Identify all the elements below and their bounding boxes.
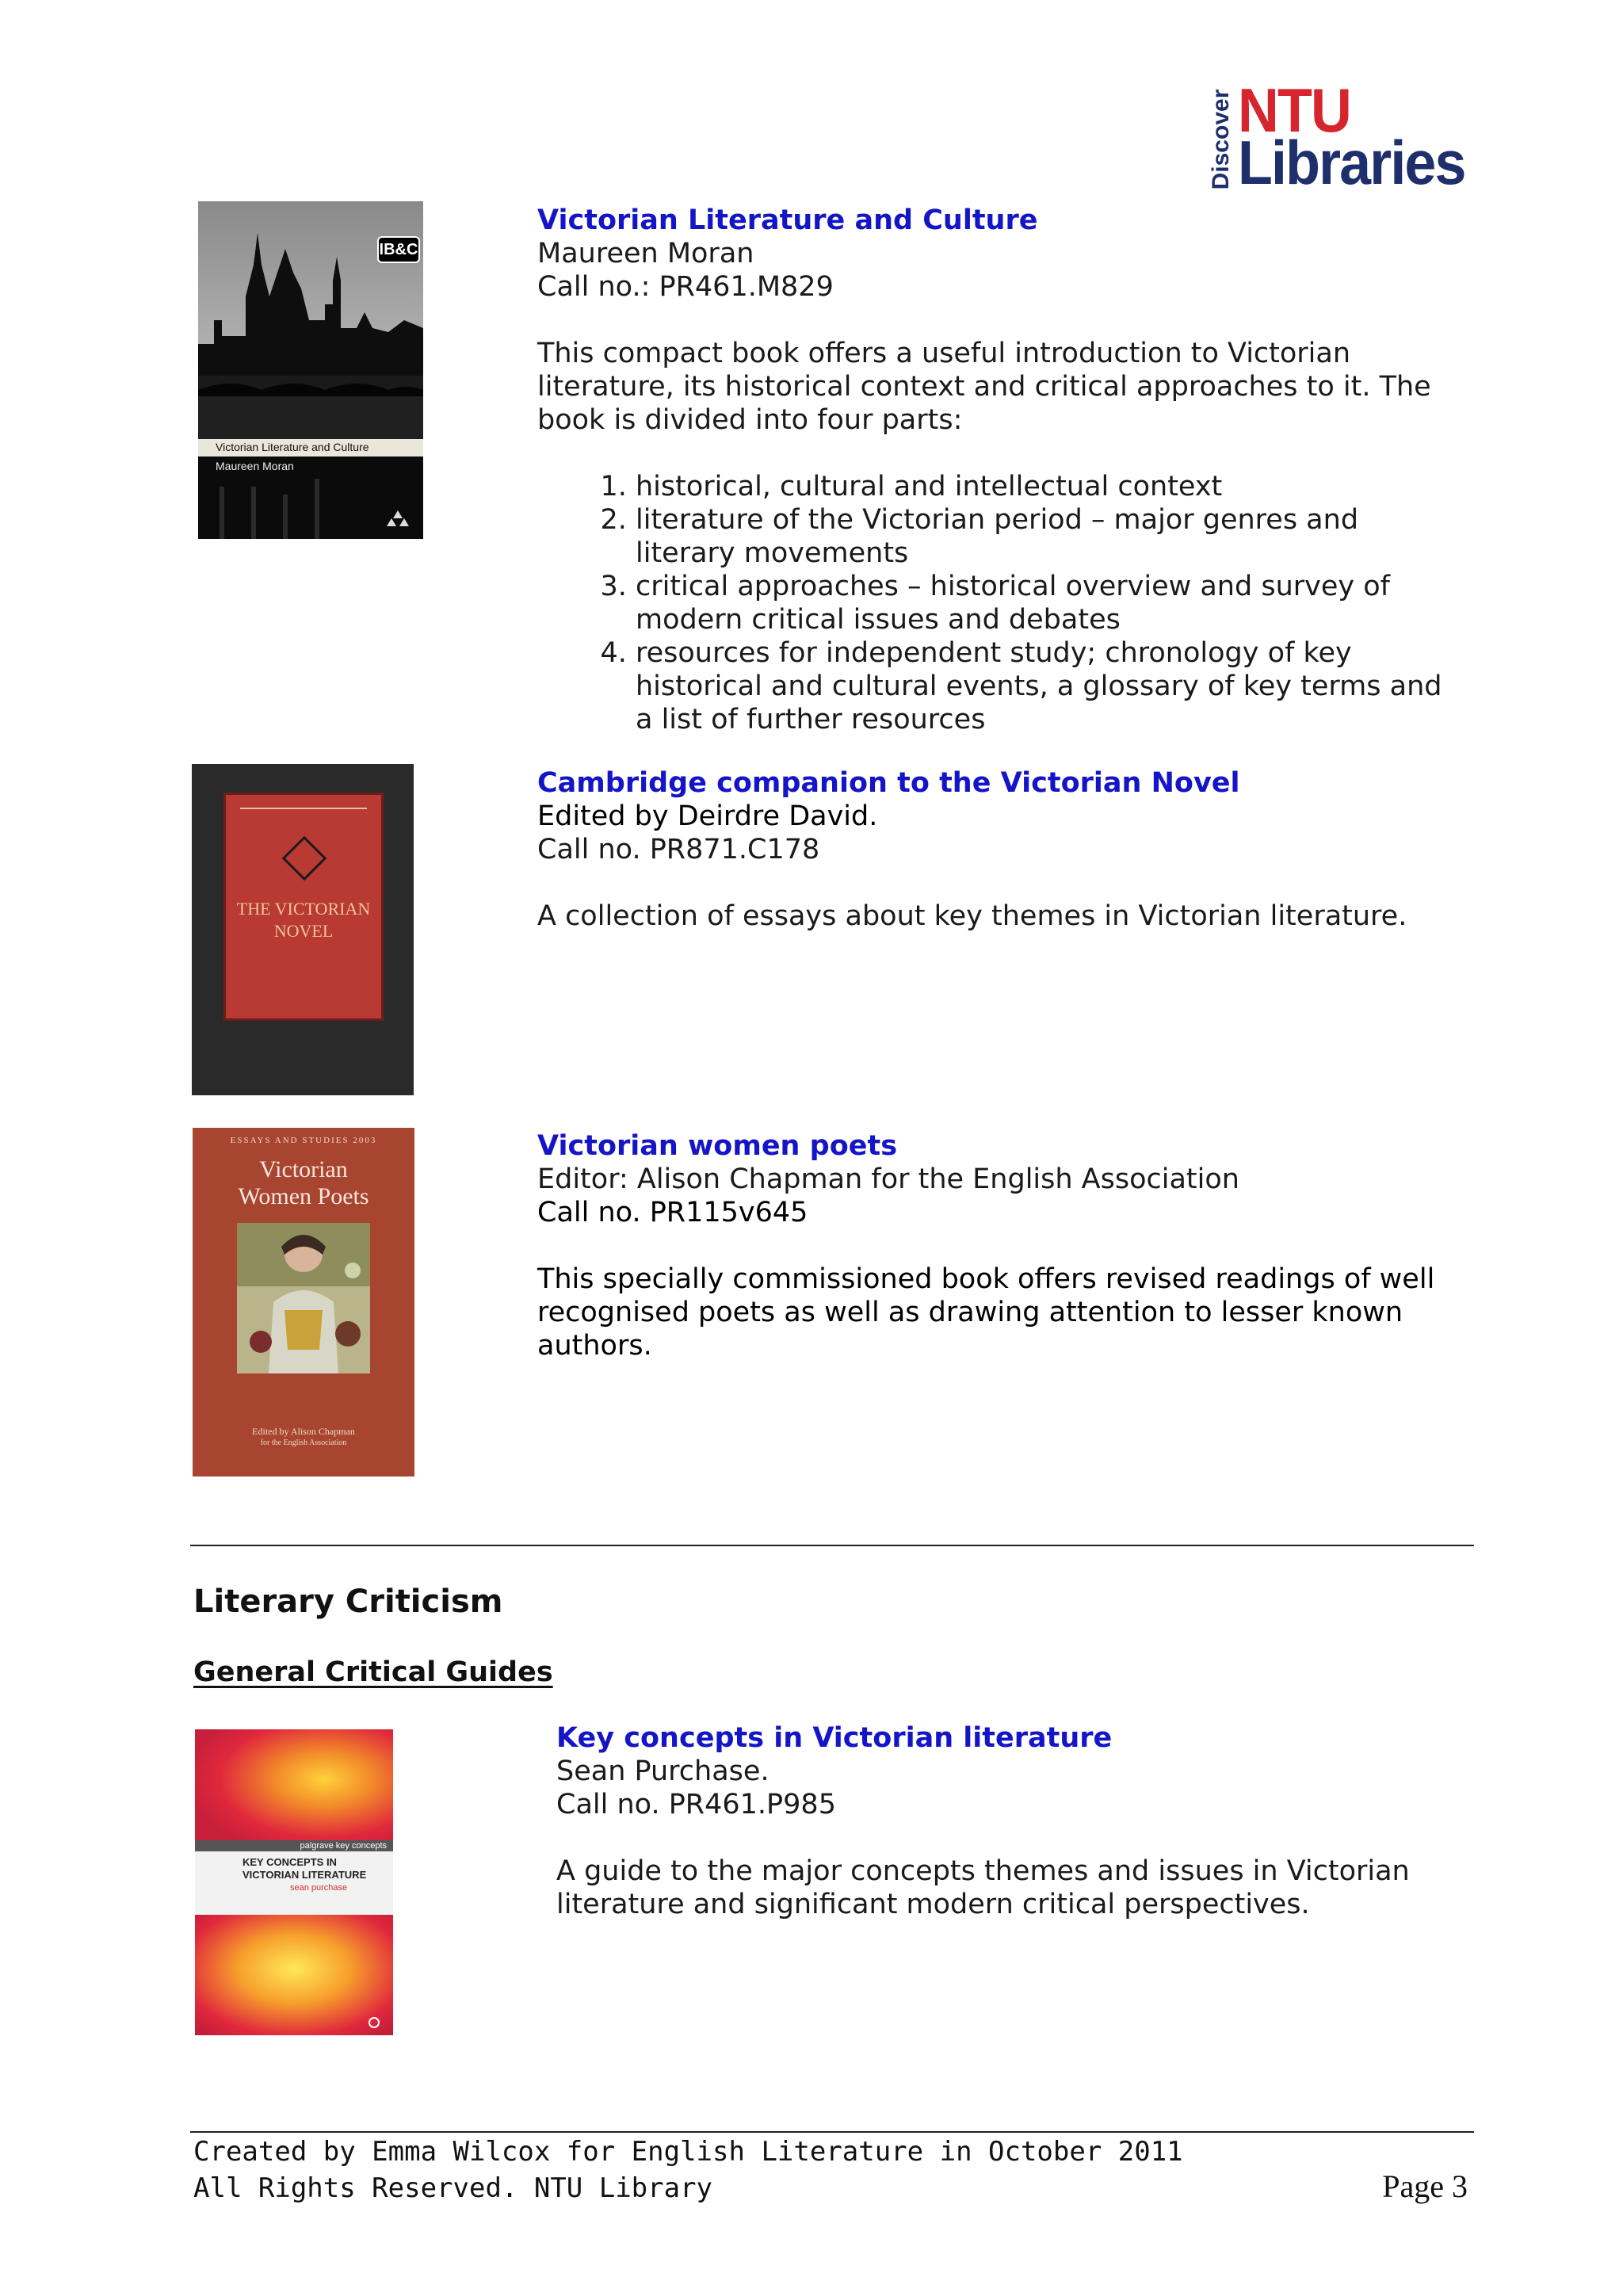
book-cover-key-concepts bbox=[195, 1729, 393, 2035]
logo-libraries-text: Libraries bbox=[1238, 128, 1465, 197]
book-title: Key concepts in Victorian literature bbox=[556, 1722, 1113, 1754]
book-editor: Editor: Alison Chapman for the English Association bbox=[537, 1163, 1239, 1195]
book-call-number: Call no. PR115v645 bbox=[537, 1197, 808, 1228]
cover-editor-line2: for the English Association bbox=[260, 1438, 347, 1447]
diamond-ornament-icon bbox=[282, 836, 327, 881]
cover-title-line2: Women Poets bbox=[238, 1183, 369, 1209]
book-entry-1 bbox=[537, 204, 1449, 736]
book-parts-list bbox=[537, 470, 1449, 736]
book-title: Victorian Literature and Culture bbox=[537, 204, 1038, 236]
book-title: Cambridge companion to the Victorian Novel bbox=[537, 767, 1240, 799]
cover-portrait bbox=[237, 1223, 370, 1373]
book-call-number: Call no. PR871.C178 bbox=[537, 834, 820, 865]
cover-author: sean purchase bbox=[290, 1883, 348, 1893]
cover-editor-line1: Edited by Alison Chapman bbox=[252, 1426, 355, 1437]
footer-rights: All Rights Reserved. NTU Library bbox=[193, 2172, 713, 2204]
cover-title-line1: Victorian bbox=[259, 1156, 348, 1182]
book-author: Sean Purchase. bbox=[556, 1755, 769, 1787]
book-cover-victorian-literature-culture bbox=[198, 201, 423, 539]
book-author: Maureen Moran bbox=[537, 238, 754, 269]
cover-title-line1: KEY CONCEPTS IN bbox=[242, 1856, 337, 1868]
book-entry-4 bbox=[556, 1721, 1452, 1921]
book-editor: Edited by Deirdre David. bbox=[537, 800, 878, 832]
cover-title: THE VICTORIAN NOVEL bbox=[236, 899, 371, 941]
section-divider bbox=[190, 1545, 1474, 1546]
cover-title: Victorian Literature and Culture bbox=[216, 441, 369, 453]
cover-series: ESSAYS AND STUDIES 2003 bbox=[230, 1136, 377, 1145]
book-entry-3 bbox=[537, 1129, 1449, 1362]
book-description: A guide to the major concepts themes and issues in Victorian literature and significant modern critical perspectives. bbox=[556, 1855, 1410, 1920]
section-heading: Literary Criticism bbox=[193, 1584, 503, 1620]
ntu-libraries-logo bbox=[1208, 75, 1465, 197]
section-subheading: General Critical Guides bbox=[193, 1656, 553, 1688]
cover-series: palgrave key concepts bbox=[300, 1841, 387, 1851]
page-number: Page 3 bbox=[1382, 2168, 1468, 2204]
book-entry-2 bbox=[537, 766, 1449, 933]
cover-title-line2: VICTORIAN LITERATURE bbox=[242, 1869, 367, 1881]
book-description: This compact book offers a useful introduction to Victorian literature, its historical context and critical approaches to it. The book is divided into four parts: bbox=[537, 338, 1431, 436]
list-item: 3. critical approaches – historical overview and survey of modern critical issues and debates bbox=[636, 570, 1449, 636]
footer-divider bbox=[190, 2131, 1474, 2133]
cover-author: Maureen Moran bbox=[216, 460, 294, 472]
logo-discover-text: Discover bbox=[1208, 89, 1234, 190]
book-cover-victorian-women-poets bbox=[193, 1128, 414, 1477]
book-call-number: Call no.: PR461.M829 bbox=[537, 271, 834, 303]
book-description: A collection of essays about key themes in Victorian literature. bbox=[537, 900, 1407, 932]
footer-credit: Created by Emma Wilcox for English Literature in October 2011 bbox=[193, 2136, 1183, 2168]
list-item: 1. historical, cultural and intellectual context bbox=[636, 470, 1449, 503]
list-item: 2. literature of the Victorian period – major genres and literary movements bbox=[636, 503, 1449, 570]
book-call-number: Call no. PR461.P985 bbox=[556, 1789, 836, 1820]
list-item: 4. resources for independent study; chronology of key historical and cultural events, a glossary of key terms and a list of further resources bbox=[636, 636, 1449, 736]
logo-ntu-text: NTU bbox=[1238, 75, 1350, 145]
book-cover-victorian-novel bbox=[192, 764, 414, 1095]
book-title: Victorian women poets bbox=[537, 1130, 898, 1162]
book-description: This specially commissioned book offers revised readings of well recognised poets as well as drawing attention to lesser known authors. bbox=[537, 1263, 1435, 1362]
cover-publisher-mark: IB&C bbox=[377, 236, 420, 263]
